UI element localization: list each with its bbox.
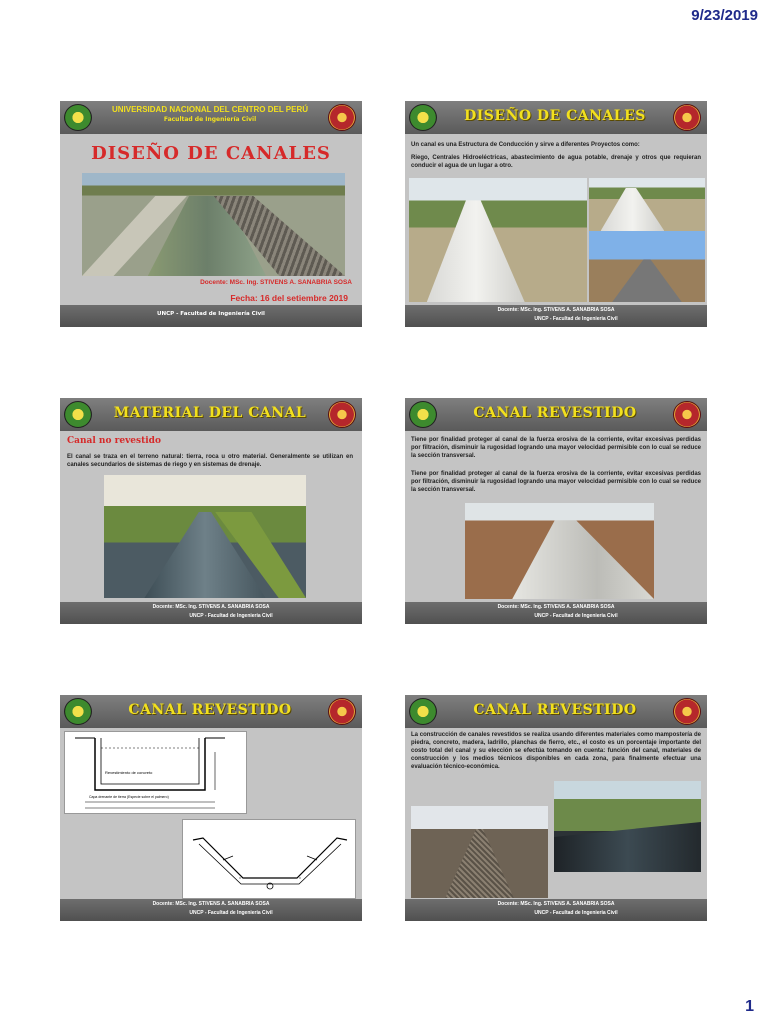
slide-3 <box>60 398 362 624</box>
footer-faculty: UNCP - Facultad de Ingenieria Civil <box>534 613 618 619</box>
slide-header-bar <box>60 695 362 728</box>
university-logo-icon <box>64 698 92 725</box>
slide-body: Riego, Centrales Hidroeléctricas, abastecimiento de agua potable, drenaje y otros que requieran conducir el agua de un lugar a otro. <box>411 155 701 170</box>
faculty-crest-icon <box>328 104 356 131</box>
slide-title: DISEÑO DE CANALES <box>91 143 331 164</box>
print-date: 9/23/2019 <box>691 7 758 24</box>
slide-2 <box>405 101 707 327</box>
university-name: UNIVERSIDAD NACIONAL DEL CENTRO DEL PERÚ <box>111 105 309 114</box>
footer-faculty: UNCP - Facultad de Ingeniería Civil <box>157 311 265 317</box>
slide-6 <box>405 695 707 921</box>
slide-4 <box>405 398 707 624</box>
footer-docente: Docente: MSc. Ing. STIVENS A. SANABRIA SOSA <box>497 604 615 610</box>
slide-header-bar <box>60 398 362 431</box>
slide-footer <box>405 305 707 327</box>
university-logo-icon <box>409 401 437 428</box>
footer-docente: Docente: MSc. Ing. STIVENS A. SANABRIA SOSA <box>497 901 615 907</box>
canal-photo-2 <box>589 178 705 231</box>
geomembrane-canal-photo <box>554 781 701 872</box>
slide-1 <box>60 101 362 327</box>
lined-canal-photo <box>409 178 587 302</box>
university-logo-icon <box>409 698 437 725</box>
slide-paragraph-1: Tiene por finalidad proteger al canal de la fuerza erosiva de la corriente, evitar excesivas perdidas por filtración, disminuir la rugosidad logrando una mayor velocidad permisible con lo cual se reduce la sección transversal. <box>411 437 701 460</box>
trapezoidal-section-diagram <box>182 819 356 899</box>
rectangular-section-drawing <box>65 732 247 814</box>
faculty-name: Facultad de Ingeniería Civil <box>163 116 257 123</box>
footer-faculty: UNCP - Facultad de Ingenieria Civil <box>189 910 273 916</box>
faculty-crest-icon <box>673 698 701 725</box>
slide-5 <box>60 695 362 921</box>
stone-masonry-canal-photo <box>411 806 548 898</box>
unlined-canal-photo <box>104 475 306 598</box>
footer-faculty: UNCP - Facultad de Ingenieria Civil <box>534 910 618 916</box>
date-label: Fecha: 16 del setiembre 2019 <box>230 293 348 303</box>
university-logo-icon <box>64 401 92 428</box>
footer-docente: Docente: MSc. Ing. STIVENS A. SANABRIA SOSA <box>497 307 615 313</box>
footer-docente: Docente: MSc. Ing. STIVENS A. SANABRIA SOSA <box>152 901 270 907</box>
footer-faculty: UNCP - Facultad de Ingenieria Civil <box>534 316 618 322</box>
docente-label: Docente: MSc. Ing. STIVENS A. SANABRIA SOSA <box>200 279 352 286</box>
trapezoidal-section-drawing <box>183 820 356 899</box>
footer-docente: Docente: MSc. Ing. STIVENS A. SANABRIA SOSA <box>152 604 270 610</box>
slide-body: El canal se traza en el terreno natural: tierra, roca u otro material. Generalmente se utilizan en canales secundarios de sistemas de riego y en sistemas de drenaje. <box>67 454 353 469</box>
slide-footer <box>60 602 362 624</box>
slide-title: CANAL REVESTIDO <box>473 702 637 718</box>
slide-subtitle: Canal no revestido <box>67 436 161 446</box>
diagram-label-drain: Capa drenante de tierra (Especie sobre el palmero) <box>89 795 169 799</box>
slide-intro: Un canal es una Estructura de Conducción y sirve a diferentes Proyectos como: <box>411 142 640 148</box>
slide-header-bar <box>405 398 707 431</box>
slide-body: La construcción de canales revestidos se realiza usando diferentes materiales como mampostería de piedra, concreto, madera, ladrillo, planchas de fierro, etc., el costo es un porcentaje importante del costo total del canal y su elección se efectúa tomando en cuenta: función del canal, materiales de construcción y los medios técnicos disponibles en cada zona, para finalmente efectuar una evaluación técnico-económica. <box>411 732 701 771</box>
university-logo-icon <box>409 104 437 131</box>
slide-footer <box>405 899 707 921</box>
faculty-crest-icon <box>328 401 356 428</box>
lined-canal-photo <box>465 503 654 599</box>
slide-footer <box>60 305 362 327</box>
slide-paragraph-2: Tiene por finalidad proteger al canal de la fuerza erosiva de la corriente, evitar excesivas perdidas por filtración, disminuir la rugosidad logrando una mayor velocidad permisible con lo cual se reduce la sección transversal. <box>411 471 701 494</box>
canal-section-diagram <box>64 731 247 814</box>
faculty-crest-icon <box>673 401 701 428</box>
slide-footer <box>405 602 707 624</box>
slide-footer <box>60 899 362 921</box>
slide-title: CANAL REVESTIDO <box>128 702 292 718</box>
slide-header-bar <box>405 101 707 134</box>
canal-photo-3 <box>589 231 705 302</box>
faculty-crest-icon <box>673 104 701 131</box>
slide-title: DISEÑO DE CANALES <box>464 108 646 124</box>
university-logo-icon <box>64 104 92 131</box>
slide-header-bar <box>405 695 707 728</box>
slide-header-bar <box>60 101 362 134</box>
faculty-crest-icon <box>328 698 356 725</box>
footer-faculty: UNCP - Facultad de Ingenieria Civil <box>189 613 273 619</box>
diagram-label-lining: Revestimiento de concreto <box>105 770 153 775</box>
slide-title: MATERIAL DEL CANAL <box>113 405 307 421</box>
page-number: 1 <box>745 998 754 1015</box>
slide-title: CANAL REVESTIDO <box>473 405 637 421</box>
canal-photo <box>82 173 345 276</box>
